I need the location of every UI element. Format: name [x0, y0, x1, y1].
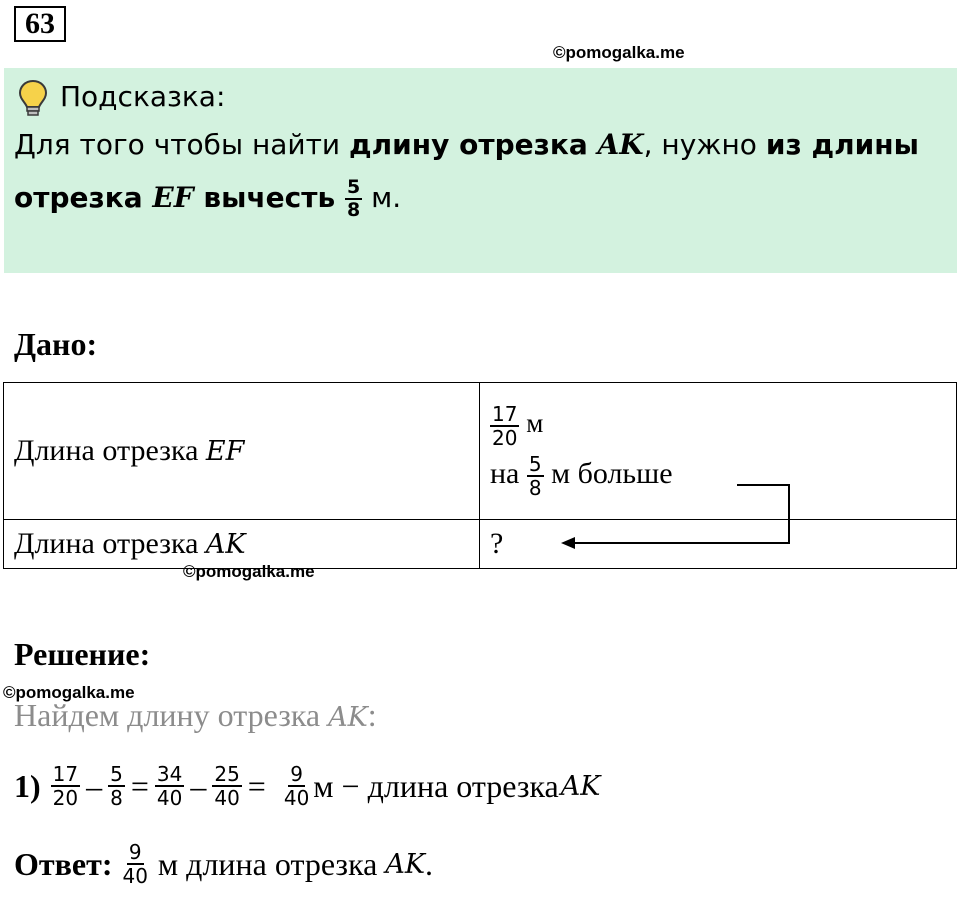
frac-den: 20 [492, 426, 518, 450]
hint-text-bold-2: из длины [765, 128, 919, 161]
frac-den: 8 [528, 476, 542, 500]
value-unit: м [519, 408, 544, 439]
answer-end: . [425, 845, 433, 882]
given-heading: Дано: [14, 326, 98, 362]
hint-frac-num: 5 [346, 176, 361, 198]
problem-number: 63 [14, 6, 66, 42]
hint-text-mid: , нужно [643, 128, 766, 161]
watermark-middle: ©pomogalka.me [183, 562, 315, 581]
step-fraction [282, 764, 311, 808]
answer-line [14, 842, 433, 886]
intro-end: : [367, 697, 377, 733]
step-fraction [108, 764, 125, 808]
minus-sign: – [86, 767, 103, 804]
intro-text: Найдем длину отрезка [14, 697, 329, 733]
frac-den: 20 [52, 786, 79, 810]
hint-text-plain: Для того чтобы найти [14, 128, 350, 161]
row-label-text: Длина отрезка [14, 434, 206, 467]
frac-num: 9 [128, 840, 142, 864]
answer-label: Ответ: [14, 845, 113, 882]
frac-den: 40 [122, 864, 148, 888]
hint-var-ak: AK [597, 128, 644, 161]
row-label-var: EF [205, 436, 245, 467]
frac-num: 17 [52, 762, 79, 786]
hint-text-bold-3: отрезка [14, 181, 153, 214]
frac-num: 5 [528, 452, 542, 476]
step-fraction [212, 764, 241, 808]
solution-intro [14, 697, 377, 734]
rel-suffix: м больше [543, 456, 673, 490]
hint-title: Подсказка: [60, 80, 226, 113]
solution-heading: Решение: [14, 636, 151, 672]
rel-prefix: на [490, 456, 527, 490]
frac-num: 5 [110, 762, 123, 786]
frac-den: 40 [214, 786, 240, 810]
hint-text-bold-4: вычесть [193, 181, 345, 214]
frac-num: 17 [492, 402, 518, 426]
step-tail-text: м − длина отрезка [313, 767, 559, 804]
step-fraction [51, 764, 80, 808]
solution-step-1 [14, 764, 600, 808]
intro-var: AK [328, 702, 368, 733]
frac-den: 40 [156, 786, 183, 810]
hint-frac-den: 8 [346, 199, 361, 221]
minus-sign: – [190, 767, 207, 804]
hint-var-ef: EF [152, 181, 194, 214]
frac-num: 34 [156, 762, 183, 786]
step-label: 1) [14, 767, 41, 804]
frac-num: 25 [214, 762, 240, 786]
equals-sign: = [130, 767, 149, 804]
hint-text-bold: длину отрезка [349, 128, 598, 161]
step-fraction [155, 764, 184, 808]
answer-var: AK [385, 848, 425, 880]
frac-num: 9 [290, 762, 303, 786]
watermark-top: ©pomogalka.me [553, 43, 685, 62]
answer-fraction [120, 842, 149, 886]
watermark-bottom: ©pomogalka.me [3, 683, 135, 702]
hint-text-end: м. [362, 181, 402, 214]
equals-sign: = [247, 767, 266, 804]
table-cell-value: ? [480, 520, 957, 569]
row-label-var: AK [205, 529, 246, 560]
frac-den: 40 [283, 786, 310, 810]
answer-text: м длина отрезка [149, 845, 386, 882]
frac-den: 8 [110, 786, 123, 810]
step-tail-var: AK [560, 770, 601, 802]
row-label-text: Длина отрезка [14, 527, 206, 560]
